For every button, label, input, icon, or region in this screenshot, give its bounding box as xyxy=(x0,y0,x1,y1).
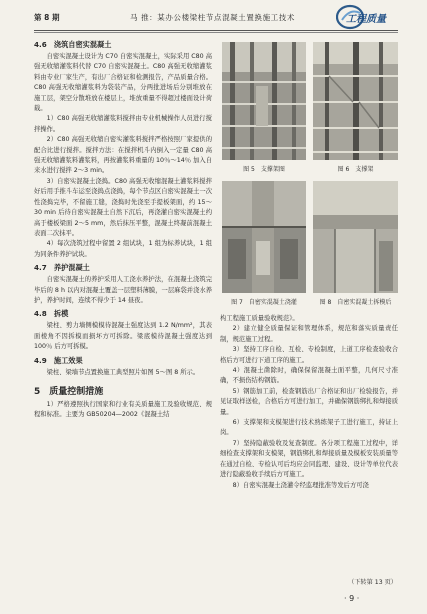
section-4-9-heading: 4.9 施工效果 xyxy=(34,355,83,365)
header-rule xyxy=(34,30,398,31)
paragraph: 梁柱、剪力墙侧模模待混凝土强度达到 1.2 N/mm²，其表面棱角不因拆模而损坏方可拆除。梁底模待混凝土强度达到 100％ 后方可拆模。 xyxy=(34,322,212,351)
paragraph: 1）C80 高强无收缩灌浆料搅拌由专业机械操作人员进行搅拌操作。 xyxy=(34,115,212,133)
figure-6-photo xyxy=(313,42,398,160)
paragraph: 4）混凝土凿除时，确保保留混凝土面平整，几何尺寸准确，不损伤结构钢筋。 xyxy=(220,367,398,385)
continued-note: （下转第 13 页） xyxy=(348,579,397,586)
paragraph: 自密实混凝土的养护采用人工浇水养护法，在混凝土浇筑完毕后的 8 h 以内对混凝土覆盖一层塑料薄膜，一层麻袋并浇水养护，养护时间，连续不得少于 14 昼夜。 xyxy=(34,276,212,304)
figure-7-caption: 图 7 自密实混凝土浇灌 xyxy=(231,299,297,306)
paragraph-continued: 构工程施工质量验收规范》。 xyxy=(220,315,299,322)
figure-7-photo xyxy=(222,181,306,293)
paragraph: 7）坚持隐蔽验收及复查制度。各分项工程施工过程中，详细检查支撑架和支模架，钢筋绑扎和焊接质量及模板安装质量等在通过自检、专检认可后均应会同监理、建设、设计等单位代表进行隐蔽验收手续后方可施工。 xyxy=(220,439,398,479)
section-4-6-heading: 4.6 浇筑自密实混凝土 xyxy=(34,40,112,49)
paragraph: 6）支撑架和支模架进行技术熟练架子工进行施工，持证上岗。 xyxy=(220,419,398,437)
figure-6-caption: 图 6 支撑架 xyxy=(337,166,374,173)
paragraph: 5）钢筋加工前，检查钢筋出厂合格证和出厂检验报告，并见证取样送检，合格后方可进行加工，并确保钢筋绑扎和焊接质量。 xyxy=(220,387,398,416)
paragraph: 4）每次浇筑过程中留置 2 组试块，1 组为标养试块，1 组为同条件养护试块。 xyxy=(34,240,212,258)
section-4-7-heading: 4.7 养护混凝土 xyxy=(34,263,90,273)
paragraph: 3）自密实混凝土浇捣。C80 高强无收缩混凝土灌浆料搅拌好后用手推斗车运至浇捣点浇捣，每个节点区自密实混凝土一次性浇捣完毕，不留施工缝，浇捣时先浇至手提板架面，约 15～30 min 后待自密实混凝土自然下沉后，再浇灌自密实混凝土约高于楼板梁面 2～5 mm，然后抹压平整，混凝土终凝前混凝土表面二次抹平。 xyxy=(34,177,212,237)
svg-text:工程质量: 工程质量 xyxy=(346,14,386,25)
figure-8-photo xyxy=(313,181,398,293)
paragraph: 3）坚持工序自检、互检、专检制度，上道工序检查验收合格后方可进行下道工序的施工。 xyxy=(220,346,398,364)
journal-logo xyxy=(336,4,398,30)
paragraph: 1）严格遵照执行国家和行业有关质量施工及验收规范、规程和标准。主要为 GB50204—2002《混凝土结 xyxy=(34,400,212,419)
section-4-8-heading: 4.8 拆模 xyxy=(34,309,69,319)
right-column xyxy=(220,314,398,579)
figure-5-caption: 图 5 支撑架图 xyxy=(243,166,285,173)
left-column xyxy=(34,37,212,597)
paragraph: 8）自密实混凝土浇灌令经监理批准等发后方可浇 xyxy=(232,481,369,489)
page-number: · 9 · xyxy=(344,594,360,603)
section-5-heading: 5 质量控制措施 xyxy=(34,386,104,397)
paragraph: 自密实混凝土设计为 C70 自密实混凝土，实际采用 C80 高强无收缩灌浆料代替 C70 自密实混凝土。C80 高强无收缩灌浆料由专业厂家生产，有出厂合格证和检测报告，产品质量合格。C80 高强无收缩灌浆料为袋装产品，分两批进场后分别堆放在施工层，架空分散堆放在楼层上，堆放重量不得超过楼面设计荷载。 xyxy=(34,53,212,113)
figure-5-photo xyxy=(222,42,306,160)
issue-label: 第 8 期 xyxy=(34,13,60,22)
header-rule-thin xyxy=(34,32,398,33)
paragraph: 2）建立健全质量保证和管理体系，规范和落实质量责任制，规范施工过程。 xyxy=(220,325,398,343)
figure-8-caption: 图 8 自密实混凝土拆模后 xyxy=(319,299,392,306)
running-title: 马 推：某办公楼梁柱节点混凝土置换施工技术 xyxy=(130,13,295,22)
paragraph: 梁柱、梁墙节点置换施工典型照片如图 5～图 8 所示。 xyxy=(46,368,200,376)
paragraph: 2）C80 高强无收缩自密实灌浆料搅拌严格按照厂家提供的配合比进行搅拌。搅拌方法：在搅拌机斗内倒入一定量 C80 高强无收缩灌浆料灌浆料，再按灌浆料重量的 10％～14％ 加入自来水进行搅拌 2～3 min。 xyxy=(34,136,212,175)
